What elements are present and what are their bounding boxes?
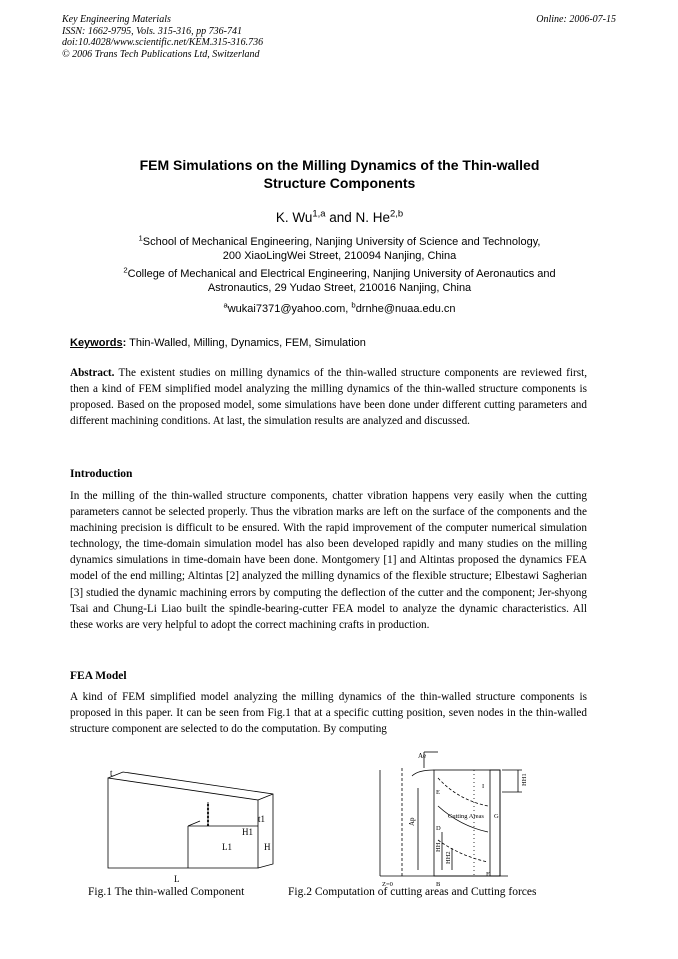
abstract-text: The existent studies on milling dynamics of the thin-walled structure components are reviewed first, then a kind of FEM simplified model analyzing the milling dynamics of the thin-walled structure components is proposed. Based on the proposed model, some simulations have been done under different cutting parameters and different machining conditions. At last, the simulation results are analyzed and discussed. — [70, 367, 587, 428]
fig2-label-d: D — [436, 825, 441, 832]
introduction-paragraph: In the milling of the thin-walled structure components, chatter vibration happens very easily when the cutting parameters cannot be selected properly. Thus the vibration marks are left on the surface of the components and the machining precision is difficult to be ensured. With the rapid improvement of the computer numerical simulation technology, the time-domain simulation model has also been developed rapidly and many studies on the milling dynamics simulations in time-domain have been done. Montgomery [1] and Altintas proposed the dynamics FEA model of the end milling; Altintas [2] analyzed the milling dynamics of the flexible structure; Elbestawi Sagherian [3] studied the dynamic machining errors by computing the deflection of the cutter and the component; Jer-shyong Tsai and Chung-Li Liao built the spindle-bearing-cutter FEA model to analyze the dynamic characteristics. All these works are very helpful to adopt the correct machining crafts in production. — [70, 490, 587, 631]
aff2-sup: 2 — [123, 265, 128, 275]
journal-header — [62, 14, 263, 60]
keywords-colon: : — [122, 337, 127, 349]
fig2-label-f: F — [486, 871, 490, 878]
fig1-front-face — [108, 778, 258, 868]
email-b[interactable]: drnhe@nuaa.edu.cn — [355, 303, 456, 315]
fig2-label-i: I — [482, 783, 485, 790]
fea-paragraph: A kind of FEM simplified model analyzing the milling dynamics of the thin-walled structure components is proposed in this paper. It can be seen from Fig.1 that at a specific cutting position, seven nodes in the thin-walled structure component are selected to do the computation. By computing — [70, 691, 587, 736]
author-2-sup: 2,b — [390, 208, 404, 220]
aff1-line-1: School of Mechanical Engineering, Nanjing University of Science and Technology, — [142, 236, 541, 248]
fig2-label-ap: Ap — [408, 817, 416, 826]
author-1-sup: 1,a — [312, 208, 326, 220]
paper-title — [62, 156, 617, 192]
fig1-label-l1: L1 — [222, 842, 232, 852]
fig2-label-e: E — [436, 789, 440, 796]
keywords-label: Keywords — [70, 337, 123, 349]
fig1-label-t: t — [110, 768, 113, 778]
email-a-sup: a — [223, 300, 228, 310]
fea-heading: FEA Model — [70, 670, 127, 682]
author-2: and N. He — [325, 210, 391, 225]
issn-line: ISSN: 1662-9795, Vols. 315-316, pp 736-741 — [62, 25, 242, 37]
aff1-sup: 1 — [138, 233, 143, 243]
fig2-label-cutting-areas: Cutting Areas — [448, 813, 484, 820]
figure-2-drawing — [378, 748, 536, 890]
figure-1-caption: Fig.1 The thin-walled Component — [88, 886, 245, 898]
author-line — [62, 210, 617, 225]
email-b-sup: b — [351, 300, 356, 310]
keywords-text: Thin-Walled, Milling, Dynamics, FEM, Simulation — [126, 337, 366, 349]
fig2-label-hh1: HH1 — [521, 773, 528, 786]
fig2-label-g: G — [494, 813, 499, 820]
fig1-label-l: L — [174, 874, 180, 884]
journal-name: Key Engineering Materials — [62, 14, 171, 25]
author-emails — [62, 300, 617, 315]
title-line-2: Structure Components — [263, 175, 416, 191]
figure-1-drawing — [98, 768, 288, 888]
aff2-line-1: College of Mechanical and Electrical Engineering, Nanjing University of Aeronautics and — [127, 268, 556, 280]
online-date: Online: 2006-07-15 — [536, 14, 616, 25]
title-line-1: FEM Simulations on the Milling Dynamics of the Thin-walled — [139, 157, 540, 173]
fig1-top-edges — [108, 772, 273, 868]
aff1-line-2: 200 XiaoLingWei Street, 210094 Nanjing, China — [222, 249, 457, 262]
aff2-line-2: Astronautics, 29 Yudao Street, 210016 Nanjing, China — [207, 281, 472, 294]
fig2-label-hh: HH — [435, 842, 442, 852]
affiliation-2 — [62, 265, 617, 295]
doi-line[interactable]: doi:10.4028/www.scientific.net/KEM.315-316.736 — [62, 37, 264, 48]
affiliation-1 — [62, 233, 617, 263]
email-a[interactable]: wukai7371@yahoo.com, — [227, 303, 352, 315]
fig1-label-h: H — [264, 842, 271, 852]
fig1-label-h1: H1 — [242, 827, 253, 837]
fig2-label-b: B — [436, 881, 441, 888]
abstract-label: Abstract. — [70, 367, 115, 379]
fig2-label-z0: Z=0 — [382, 881, 393, 888]
introduction-heading: Introduction — [70, 468, 133, 480]
figure-2-caption: Fig.2 Computation of cutting areas and Cutting forces — [288, 886, 537, 898]
abstract-paragraph — [70, 365, 587, 429]
keywords-line — [70, 337, 366, 349]
fig1-label-t1: t1 — [258, 814, 266, 824]
author-1: K. Wu — [275, 210, 313, 225]
fig2-label-hh2: HH2 — [445, 851, 452, 864]
fig2-label-ae: Ae — [418, 752, 427, 760]
copyright-line: © 2006 Trans Tech Publications Ltd, Switzerland — [62, 48, 260, 60]
